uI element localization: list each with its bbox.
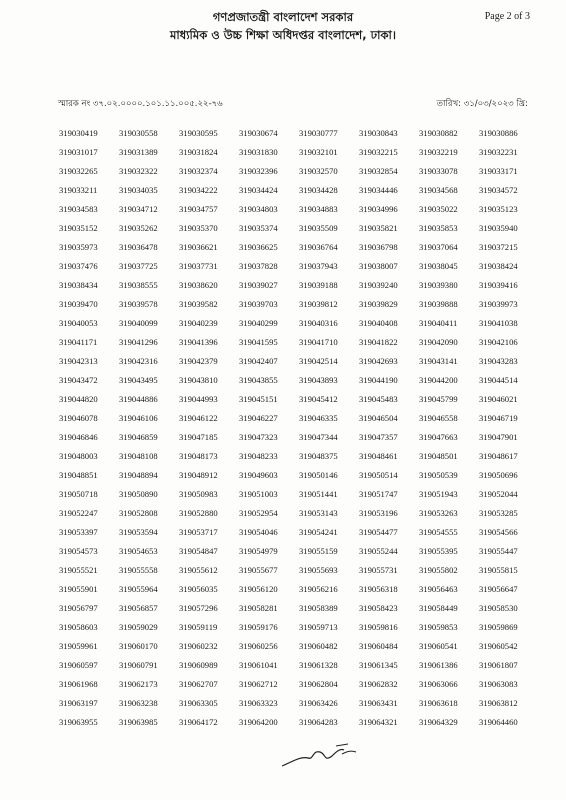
roll-number-cell: 319034428 — [299, 185, 338, 195]
roll-number-cell: 319051943 — [419, 489, 458, 499]
roll-number-cell: 319046719 — [479, 413, 518, 423]
roll-number-cell: 319039027 — [239, 280, 278, 290]
roll-number-cell: 319038007 — [359, 261, 398, 271]
roll-number-cell: 319036625 — [239, 242, 278, 252]
roll-number-cell: 319035374 — [239, 223, 278, 233]
roll-number-cell: 319048617 — [479, 451, 518, 461]
roll-number-cell: 319046859 — [119, 432, 158, 442]
roll-number-cell: 319064460 — [479, 717, 518, 727]
roll-number-cell: 319039416 — [479, 280, 518, 290]
roll-number-cell: 319035821 — [359, 223, 398, 233]
roll-number-cell: 319061807 — [479, 660, 518, 670]
government-title: গণপ্রজাতন্ত্রী বাংলাদেশ সরকার — [212, 10, 354, 24]
table-row — [59, 181, 539, 200]
roll-number-cell: 319040408 — [359, 318, 398, 328]
roll-number-cell: 319030777 — [299, 128, 338, 138]
roll-number-cell: 319064200 — [239, 717, 278, 727]
table-row — [59, 295, 539, 314]
roll-number-cell: 319032396 — [239, 166, 278, 176]
roll-number-cell: 319043893 — [299, 375, 338, 385]
roll-number-cell: 319045151 — [239, 394, 278, 404]
roll-number-cell: 319048375 — [299, 451, 338, 461]
roll-number-cell: 319046021 — [479, 394, 518, 404]
roll-number-cell: 319056318 — [359, 584, 398, 594]
roll-number-cell: 319052954 — [239, 508, 278, 518]
roll-number-cell: 319041595 — [239, 337, 278, 347]
roll-number-cell: 319030882 — [419, 128, 458, 138]
roll-number-cell: 319035509 — [299, 223, 338, 233]
roll-number-cell: 319050983 — [179, 489, 218, 499]
roll-number-cell: 319047344 — [299, 432, 338, 442]
roll-number-cell: 319031017 — [59, 147, 98, 157]
table-row — [59, 428, 539, 447]
roll-number-cell: 319059853 — [419, 622, 458, 632]
roll-number-cell: 319047663 — [419, 432, 458, 442]
roll-number-cell: 319034712 — [119, 204, 158, 214]
memo-number: স্মারক নং ৩৭.০২.০০০০.১০১.১১.০০৫.২২-৭৬ — [58, 99, 223, 109]
roll-number-cell: 319034568 — [419, 185, 458, 195]
roll-number-cell: 319053196 — [359, 508, 398, 518]
roll-number-cell: 319062173 — [119, 679, 158, 689]
roll-number-cell: 319038620 — [179, 280, 218, 290]
roll-number-cell: 319059713 — [299, 622, 338, 632]
roll-number-cell: 319058530 — [479, 603, 518, 613]
roll-number-cell: 319035123 — [479, 204, 518, 214]
table-row — [59, 542, 539, 561]
table-row — [59, 447, 539, 466]
roll-number-cell: 319051441 — [299, 489, 338, 499]
roll-number-cell: 319048912 — [179, 470, 218, 480]
table-row — [59, 200, 539, 219]
roll-number-cell: 319042106 — [479, 337, 518, 347]
roll-number-cell: 319045483 — [359, 394, 398, 404]
signature-icon — [278, 740, 368, 775]
table-row — [59, 580, 539, 599]
roll-number-cell: 319052880 — [179, 508, 218, 518]
table-row — [59, 276, 539, 295]
roll-number-cell: 319030558 — [119, 128, 158, 138]
roll-number-cell: 319041038 — [479, 318, 518, 328]
roll-number-cell: 319037064 — [419, 242, 458, 252]
roll-number-cell: 319038424 — [479, 261, 518, 271]
roll-number-cell: 319055612 — [179, 565, 218, 575]
table-row — [59, 637, 539, 656]
table-row — [59, 713, 539, 732]
roll-number-cell: 319042693 — [359, 356, 398, 366]
roll-number-cell: 319056216 — [299, 584, 338, 594]
roll-number-cell: 319037725 — [119, 261, 158, 271]
roll-number-cell: 319055677 — [239, 565, 278, 575]
roll-number-cell: 319036764 — [299, 242, 338, 252]
table-row — [59, 599, 539, 618]
roll-number-cell: 319032322 — [119, 166, 158, 176]
roll-number-cell: 319043472 — [59, 375, 98, 385]
roll-number-cell: 319064283 — [299, 717, 338, 727]
roll-number-cell: 319044200 — [419, 375, 458, 385]
roll-number-cell: 319043810 — [179, 375, 218, 385]
roll-number-cell: 319035022 — [419, 204, 458, 214]
roll-number-cell: 319050696 — [479, 470, 518, 480]
roll-number-cell: 319046227 — [239, 413, 278, 423]
roll-number-cell: 319054555 — [419, 527, 458, 537]
roll-number-cell: 319060170 — [119, 641, 158, 651]
roll-number-cell: 319044514 — [479, 375, 518, 385]
roll-number-cell: 319062707 — [179, 679, 218, 689]
roll-number-cell: 319033171 — [479, 166, 518, 176]
table-row — [59, 352, 539, 371]
roll-number-cell: 319038555 — [119, 280, 158, 290]
roll-number-cell: 319039973 — [479, 299, 518, 309]
roll-number-cell: 319046122 — [179, 413, 218, 423]
roll-number-cell: 319037828 — [239, 261, 278, 271]
roll-number-cell: 319063431 — [359, 698, 398, 708]
roll-number-cell: 319040316 — [299, 318, 338, 328]
roll-number-cell: 319063985 — [119, 717, 158, 727]
roll-number-cell: 319046846 — [59, 432, 98, 442]
table-row — [59, 371, 539, 390]
roll-number-cell: 319056035 — [179, 584, 218, 594]
roll-number-cell: 319035973 — [59, 242, 98, 252]
roll-number-cell: 319039703 — [239, 299, 278, 309]
roll-number-cell: 319034572 — [479, 185, 518, 195]
roll-number-cell: 319055447 — [479, 546, 518, 556]
roll-number-cell: 319048108 — [119, 451, 158, 461]
roll-number-cell: 319044886 — [119, 394, 158, 404]
roll-number-cell: 319061386 — [419, 660, 458, 670]
roll-number-cell: 319063305 — [179, 698, 218, 708]
table-row — [59, 694, 539, 713]
roll-number-cell: 319042379 — [179, 356, 218, 366]
roll-number-cell: 319062712 — [239, 679, 278, 689]
roll-number-cell: 319033211 — [59, 185, 98, 195]
roll-number-cell: 319044993 — [179, 394, 218, 404]
roll-number-cell: 319031830 — [239, 147, 278, 157]
roll-number-cell: 319055901 — [59, 584, 98, 594]
roll-number-cell: 319056857 — [119, 603, 158, 613]
roll-number-cell: 319060597 — [59, 660, 98, 670]
roll-number-cell: 319058423 — [359, 603, 398, 613]
roll-number-cell: 319043141 — [419, 356, 458, 366]
table-row — [59, 485, 539, 504]
roll-number-cell: 319032101 — [299, 147, 338, 157]
roll-number-cell: 319034883 — [299, 204, 338, 214]
roll-number-cell: 319060484 — [359, 641, 398, 651]
roll-number-cell: 319063426 — [299, 698, 338, 708]
roll-number-cell: 319050146 — [299, 470, 338, 480]
roll-number-cell: 319039812 — [299, 299, 338, 309]
roll-number-cell: 319060541 — [419, 641, 458, 651]
roll-number-cell: 319048894 — [119, 470, 158, 480]
roll-number-cell: 319043495 — [119, 375, 158, 385]
roll-number-cell: 319055964 — [119, 584, 158, 594]
roll-number-cell: 319055244 — [359, 546, 398, 556]
roll-number-cell: 319056647 — [479, 584, 518, 594]
roll-number-cell: 319055521 — [59, 565, 98, 575]
roll-number-cell: 319037731 — [179, 261, 218, 271]
roll-number-cell: 319030674 — [239, 128, 278, 138]
roll-number-cell: 319034757 — [179, 204, 218, 214]
roll-number-cell: 319061041 — [239, 660, 278, 670]
roll-number-cell: 319042407 — [239, 356, 278, 366]
roll-number-cell: 319042313 — [59, 356, 98, 366]
roll-number-cell: 319037476 — [59, 261, 98, 271]
roll-number-cell: 319055802 — [419, 565, 458, 575]
roll-number-cell: 319054847 — [179, 546, 218, 556]
roll-number-cell: 319036798 — [359, 242, 398, 252]
roll-number-cell: 319040053 — [59, 318, 98, 328]
roll-number-cell: 319063066 — [419, 679, 458, 689]
roll-number-cell: 319050890 — [119, 489, 158, 499]
roll-number-cell: 319053397 — [59, 527, 98, 537]
table-row — [59, 314, 539, 333]
roll-number-cell: 319039582 — [179, 299, 218, 309]
roll-number-cell: 319047185 — [179, 432, 218, 442]
roll-number-cell: 319040099 — [119, 318, 158, 328]
roll-number-cell: 319060232 — [179, 641, 218, 651]
roll-number-cell: 319048233 — [239, 451, 278, 461]
table-row — [59, 618, 539, 637]
roll-number-cell: 319053143 — [299, 508, 338, 518]
roll-number-cell: 319034803 — [239, 204, 278, 214]
roll-number-cell: 319059816 — [359, 622, 398, 632]
roll-number-cell: 319035853 — [419, 223, 458, 233]
roll-number-cell: 319050539 — [419, 470, 458, 480]
roll-number-cell: 319041171 — [59, 337, 98, 347]
table-row — [59, 333, 539, 352]
roll-number-cell: 319050718 — [59, 489, 98, 499]
roll-number-cell: 319031824 — [179, 147, 218, 157]
roll-number-cell: 319054979 — [239, 546, 278, 556]
roll-number-cell: 319036621 — [179, 242, 218, 252]
roll-number-cell: 319060542 — [479, 641, 518, 651]
roll-number-cell: 319032265 — [59, 166, 98, 176]
roll-number-cell: 319061328 — [299, 660, 338, 670]
roll-number-cell: 319056797 — [59, 603, 98, 613]
roll-number-cell: 319041396 — [179, 337, 218, 347]
roll-number-cell: 319039470 — [59, 299, 98, 309]
roll-number-cell: 319054566 — [479, 527, 518, 537]
roll-number-cell: 319030886 — [479, 128, 518, 138]
roll-number-cell: 319054241 — [299, 527, 338, 537]
roll-number-cell: 319059869 — [479, 622, 518, 632]
roll-number-cell: 319041710 — [299, 337, 338, 347]
roll-number-cell: 319046504 — [359, 413, 398, 423]
roll-number-cell: 319035370 — [179, 223, 218, 233]
roll-number-cell: 319059119 — [179, 622, 218, 632]
roll-number-cell: 319063083 — [479, 679, 518, 689]
roll-number-cell: 319045799 — [419, 394, 458, 404]
roll-number-cell: 319063955 — [59, 717, 98, 727]
roll-number-cell: 319041822 — [359, 337, 398, 347]
table-row — [59, 504, 539, 523]
roll-number-cell: 319033078 — [419, 166, 458, 176]
roll-number-cell: 319064172 — [179, 717, 218, 727]
roll-number-cell: 319051003 — [239, 489, 278, 499]
roll-number-cell: 319041296 — [119, 337, 158, 347]
roll-number-cell: 319055815 — [479, 565, 518, 575]
roll-number-cell: 319063618 — [419, 698, 458, 708]
table-row — [59, 409, 539, 428]
roll-number-cell: 319053263 — [419, 508, 458, 518]
roll-number-cell: 319044820 — [59, 394, 98, 404]
roll-number-cell: 319063323 — [239, 698, 278, 708]
roll-number-cell: 319055558 — [119, 565, 158, 575]
roll-number-cell: 319032374 — [179, 166, 218, 176]
roll-number-cell: 319042316 — [119, 356, 158, 366]
roll-number-cell: 319053285 — [479, 508, 518, 518]
roll-number-cell: 319046106 — [119, 413, 158, 423]
roll-number-cell: 319036478 — [119, 242, 158, 252]
roll-number-cell: 319048003 — [59, 451, 98, 461]
roll-number-cell: 319043855 — [239, 375, 278, 385]
roll-number-cell: 319059029 — [119, 622, 158, 632]
table-row — [59, 257, 539, 276]
roll-number-cell: 319061345 — [359, 660, 398, 670]
roll-number-cell: 319047901 — [479, 432, 518, 442]
roll-number-cell: 319047357 — [359, 432, 398, 442]
roll-number-cell: 319062804 — [299, 679, 338, 689]
roll-number-cell: 319054046 — [239, 527, 278, 537]
roll-number-cell: 319046078 — [59, 413, 98, 423]
roll-number-cell: 319037943 — [299, 261, 338, 271]
table-row — [59, 124, 539, 143]
roll-number-cell: 319034996 — [359, 204, 398, 214]
roll-number-cell: 319039380 — [419, 280, 458, 290]
roll-number-cell: 319037215 — [479, 242, 518, 252]
roll-number-cell: 319050514 — [359, 470, 398, 480]
roll-number-cell: 319064321 — [359, 717, 398, 727]
roll-number-cell: 319034222 — [179, 185, 218, 195]
roll-number-grid — [59, 124, 539, 732]
roll-number-cell: 319060256 — [239, 641, 278, 651]
roll-number-cell: 319055395 — [419, 546, 458, 556]
roll-number-cell: 319064329 — [419, 717, 458, 727]
page-number: Page 2 of 3 — [484, 11, 530, 22]
table-row — [59, 466, 539, 485]
issue-date: তারিখ: ৩১/০৩/২০২৩ খ্রি: — [436, 99, 528, 109]
roll-number-cell: 319032854 — [359, 166, 398, 176]
roll-number-cell: 319062832 — [359, 679, 398, 689]
roll-number-cell: 319032231 — [479, 147, 518, 157]
roll-number-cell: 319032570 — [299, 166, 338, 176]
roll-number-cell: 319052247 — [59, 508, 98, 518]
table-row — [59, 238, 539, 257]
roll-number-cell: 319039240 — [359, 280, 398, 290]
roll-number-cell: 319034035 — [119, 185, 158, 195]
roll-number-cell: 319059176 — [239, 622, 278, 632]
roll-number-cell: 319030419 — [59, 128, 98, 138]
roll-number-cell: 319034583 — [59, 204, 98, 214]
roll-number-cell: 319054573 — [59, 546, 98, 556]
roll-number-cell: 319035940 — [479, 223, 518, 233]
roll-number-cell: 319042090 — [419, 337, 458, 347]
roll-number-cell: 319040411 — [419, 318, 458, 328]
roll-number-cell: 319038434 — [59, 280, 98, 290]
roll-number-cell: 319063197 — [59, 698, 98, 708]
roll-number-cell: 319057296 — [179, 603, 218, 613]
roll-number-cell: 319060791 — [119, 660, 158, 670]
roll-number-cell: 319030595 — [179, 128, 218, 138]
roll-number-cell: 319056120 — [239, 584, 278, 594]
roll-number-cell: 319030843 — [359, 128, 398, 138]
table-row — [59, 561, 539, 580]
roll-number-cell: 319039578 — [119, 299, 158, 309]
roll-number-cell: 319038045 — [419, 261, 458, 271]
roll-number-cell: 319063812 — [479, 698, 518, 708]
roll-number-cell: 319051747 — [359, 489, 398, 499]
table-row — [59, 390, 539, 409]
roll-number-cell: 319047323 — [239, 432, 278, 442]
roll-number-cell: 319040299 — [239, 318, 278, 328]
roll-number-cell: 319063238 — [119, 698, 158, 708]
roll-number-cell: 319048173 — [179, 451, 218, 461]
roll-number-cell: 319045412 — [299, 394, 338, 404]
table-row — [59, 656, 539, 675]
table-row — [59, 219, 539, 238]
roll-number-cell: 319058603 — [59, 622, 98, 632]
roll-number-cell: 319046335 — [299, 413, 338, 423]
roll-number-cell: 319052808 — [119, 508, 158, 518]
roll-number-cell: 319039829 — [359, 299, 398, 309]
roll-number-cell: 319034446 — [359, 185, 398, 195]
roll-number-cell: 319049603 — [239, 470, 278, 480]
roll-number-cell: 319046558 — [419, 413, 458, 423]
table-row — [59, 675, 539, 694]
roll-number-cell: 319061968 — [59, 679, 98, 689]
roll-number-cell: 319031389 — [119, 147, 158, 157]
roll-number-cell: 319040239 — [179, 318, 218, 328]
roll-number-cell: 319053717 — [179, 527, 218, 537]
roll-number-cell: 319048501 — [419, 451, 458, 461]
table-row — [59, 162, 539, 181]
roll-number-cell: 319035152 — [59, 223, 98, 233]
roll-number-cell: 319056463 — [419, 584, 458, 594]
roll-number-cell: 319044190 — [359, 375, 398, 385]
roll-number-cell: 319054653 — [119, 546, 158, 556]
roll-number-cell: 319048851 — [59, 470, 98, 480]
roll-number-cell: 319058389 — [299, 603, 338, 613]
roll-number-cell: 319058281 — [239, 603, 278, 613]
roll-number-cell: 319055731 — [359, 565, 398, 575]
roll-number-cell: 319035262 — [119, 223, 158, 233]
roll-number-cell: 319048461 — [359, 451, 398, 461]
table-row — [59, 143, 539, 162]
roll-number-cell: 319042514 — [299, 356, 338, 366]
roll-number-cell: 319043283 — [479, 356, 518, 366]
roll-number-cell: 319059961 — [59, 641, 98, 651]
roll-number-cell: 319053594 — [119, 527, 158, 537]
roll-number-cell: 319054477 — [359, 527, 398, 537]
roll-number-cell: 319032219 — [419, 147, 458, 157]
roll-number-cell: 319055159 — [299, 546, 338, 556]
roll-number-cell: 319039188 — [299, 280, 338, 290]
roll-number-cell: 319052044 — [479, 489, 518, 499]
roll-number-cell: 319060482 — [299, 641, 338, 651]
directorate-title: মাধ্যমিক ও উচ্চ শিক্ষা অধিদপ্তর বাংলাদেশ, ঢাকা। — [170, 28, 396, 42]
roll-number-cell: 319039888 — [419, 299, 458, 309]
roll-number-cell: 319058449 — [419, 603, 458, 613]
table-row — [59, 523, 539, 542]
roll-number-cell: 319032215 — [359, 147, 398, 157]
roll-number-cell: 319060989 — [179, 660, 218, 670]
roll-number-cell: 319034424 — [239, 185, 278, 195]
roll-number-cell: 319055693 — [299, 565, 338, 575]
